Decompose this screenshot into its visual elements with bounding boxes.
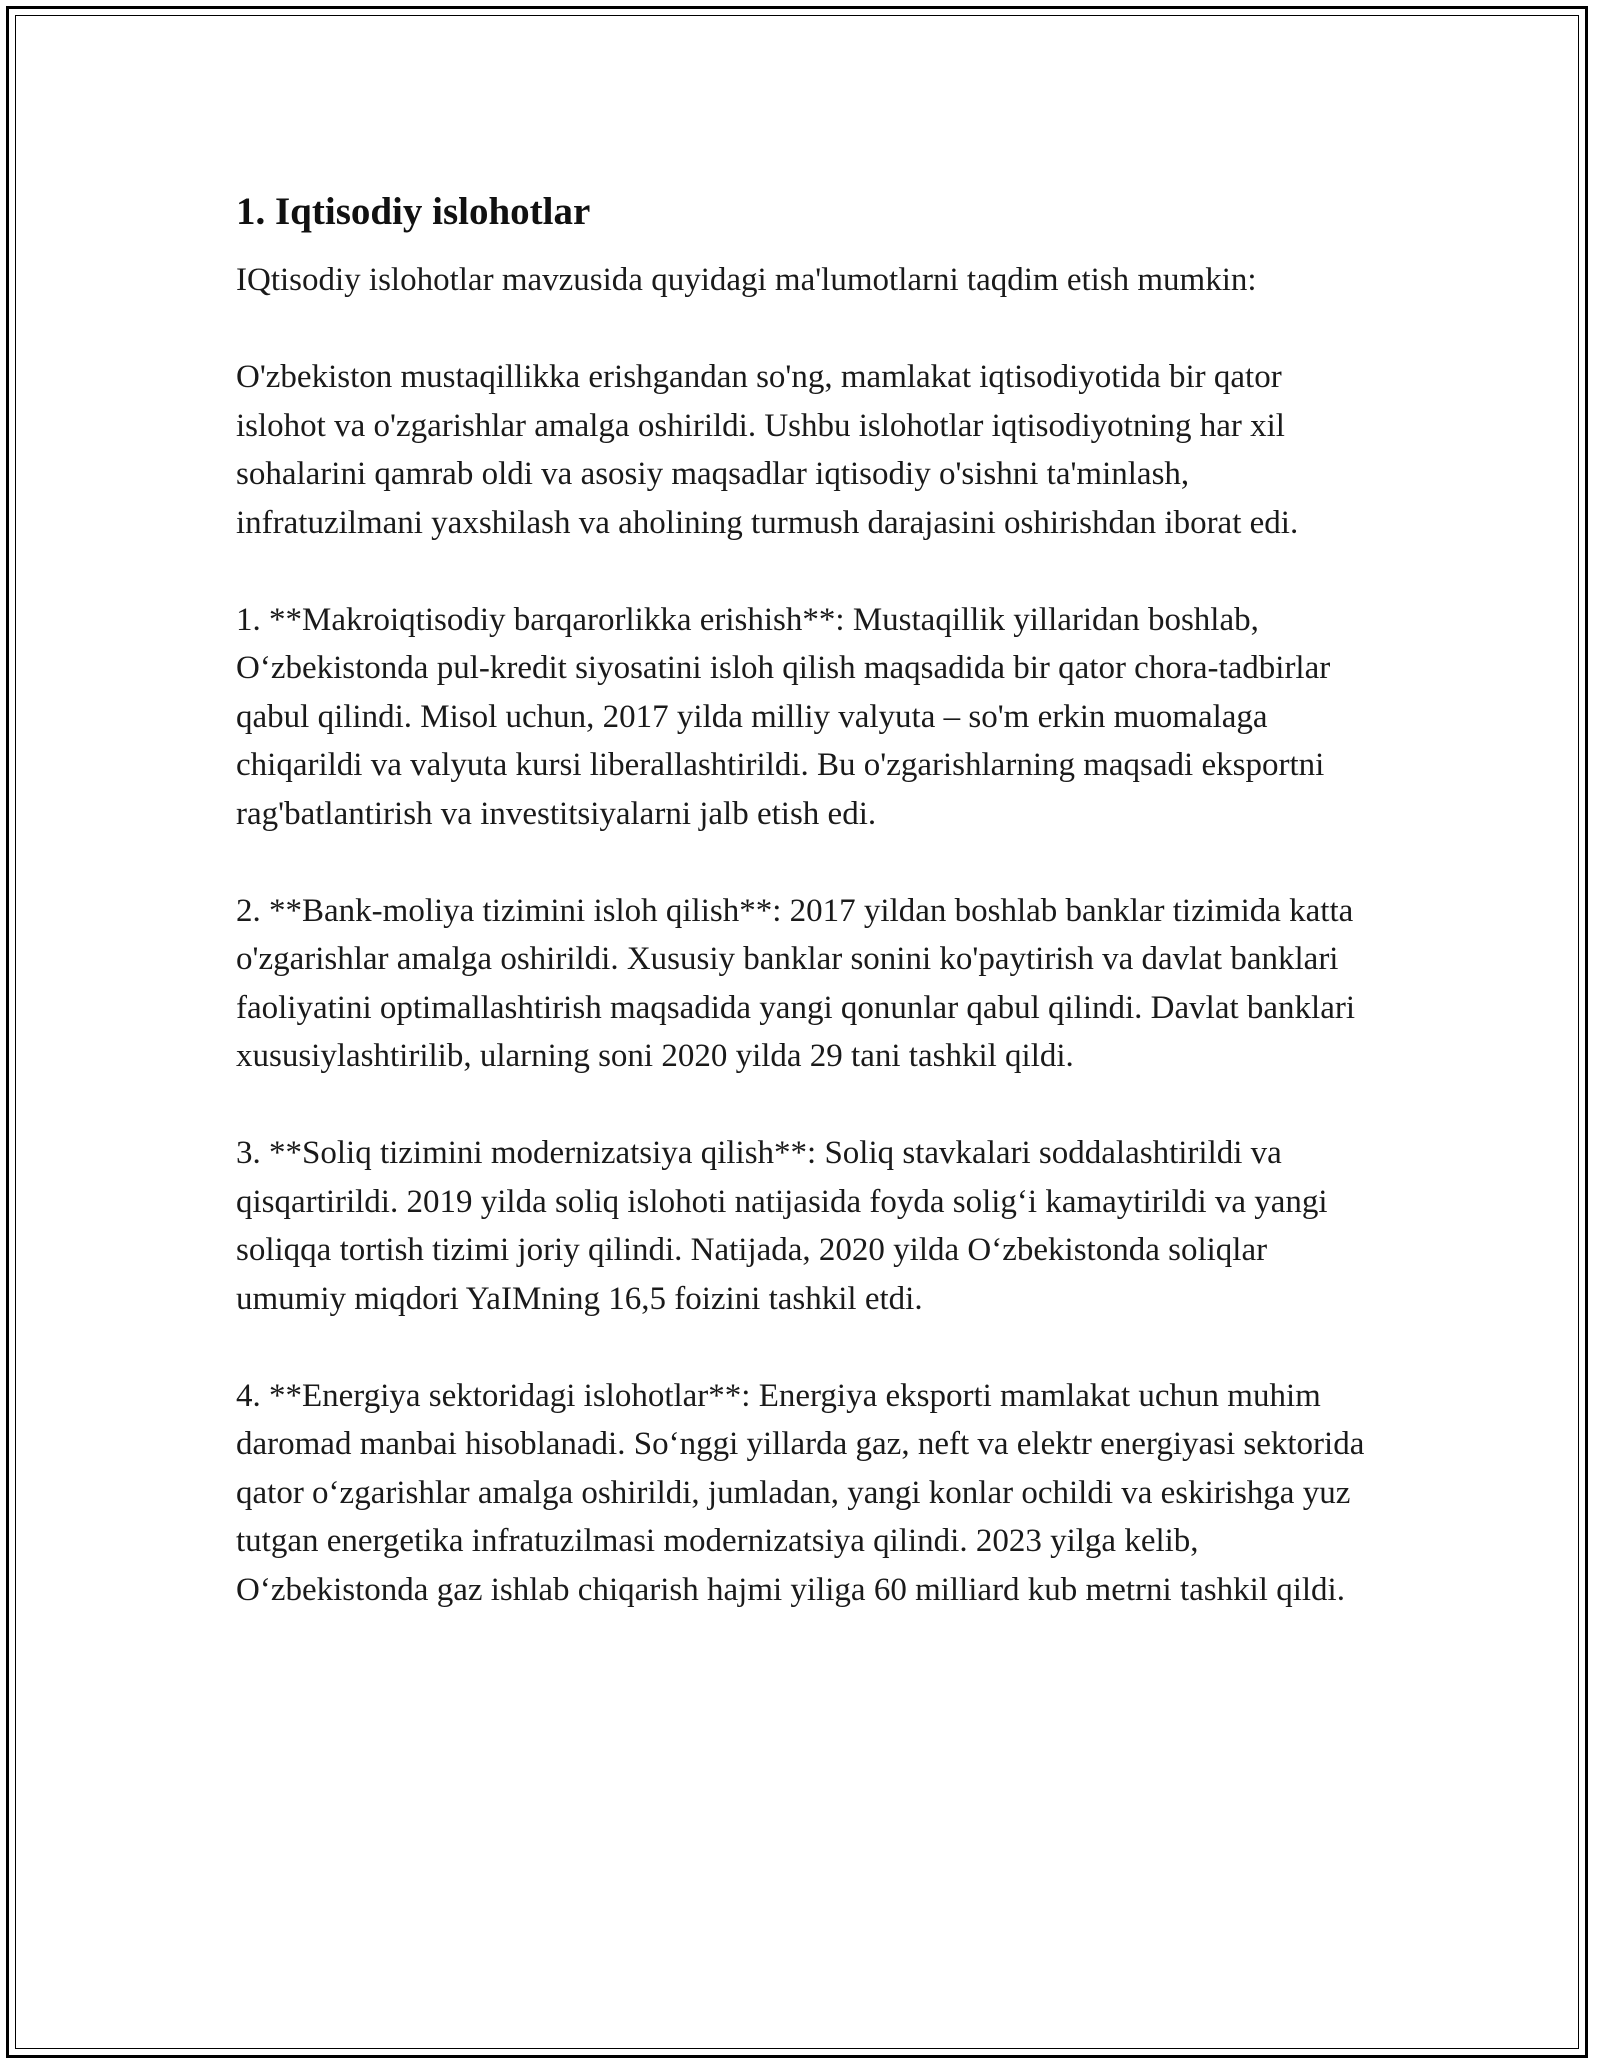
reform-item-3: 3. **Soliq tizimini modernizatsiya qilish**: Soliq stavkalari soddalashtirildi va qisqartirildi. 2019 yilda soliq islohoti natijasida foyda solig‘i kamaytirildi va yangi soliqqa tortish tizimi joriy qilindi. Natijada, 2020 yilda O‘zbekistonda soliqlar umumiy miqdori YaIMning 16,5 foizini tashkil etdi.	[236, 1135, 1328, 1317]
overview-paragraph: O'zbekiston mustaqillikka erishgandan so'ng, mamlakat iqtisodiyotida bir qator islohot va o'zgarishlar amalga oshirildi. Ushbu islohotlar iqtisodiyotning har xil sohalarini qamrab oldi va asosiy maqsadlar iqtisodiy o'sishni ta'minlash, infratuzilmani yaxshilash va aholining turmush darajasini oshirishdan iborat edi.	[236, 359, 1299, 541]
reform-item-2: 2. **Bank-moliya tizimini isloh qilish**: 2017 yildan boshlab banklar tizimida katta o'zgarishlar amalga oshirildi. Xususiy banklar sonini ko'paytirish va davlat banklari faoliyatini optimallashtirish maqsadida yangi qonunlar qabul qilindi. Davlat banklari xususiylashtirilib, ularning soni 2020 yilda 29 tani tashkil qildi.	[236, 892, 1356, 1074]
section-heading: 1. Iqtisodiy islohotlar	[236, 190, 591, 233]
reform-item-4: 4. **Energiya sektoridagi islohotlar**: Energiya eksporti mamlakat uchun muhim daromad manbai hisoblanadi. So‘nggi yillarda gaz, neft va elektr energiyasi sektorida qator o‘zgarishlar amalga oshirildi, jumladan, yangi konlar ochildi va eskirishga yuz tutgan energetika infratuzilmasi modernizatsiya qilindi. 2023 yilga kelib, O‘zbekistonda gaz ishlab chiqarish hajmi yiliga 60 milliard kub metrni tashkil qildi.	[236, 1377, 1365, 1608]
intro-paragraph: IQtisodiy islohotlar mavzusida quyidagi ma'lumotlarni taqdim etish mumkin:	[236, 262, 1257, 298]
document-body	[236, 186, 1376, 1663]
reform-item-1: 1. **Makroiqtisodiy barqarorlikka erishish**: Mustaqillik yillaridan boshlab, O‘zbekistonda pul-kredit siyosatini isloh qilish maqsadida bir qator chora-tadbirlar qabul qilindi. Misol uchun, 2017 yilda milliy valyuta – so'm erkin muomalaga chiqarildi va valyuta kursi liberallashtirildi. Bu o'zgarishlarning maqsadi eksportni rag'batlantirish va investitsiyalarni jalb etish edi.	[236, 601, 1331, 832]
